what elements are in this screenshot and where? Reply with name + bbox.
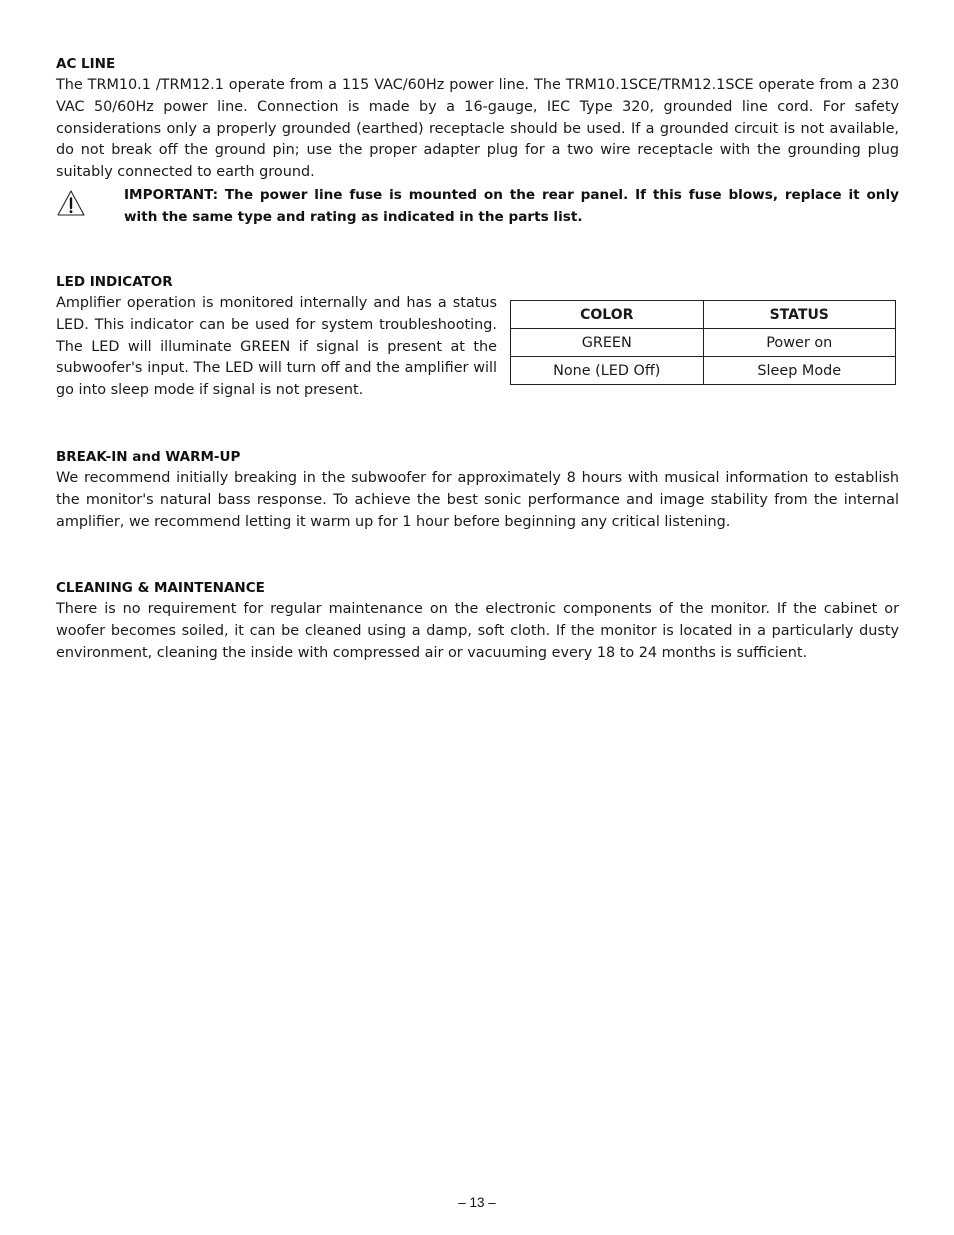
- break-in-section: [56, 446, 899, 533]
- color-cell: None (LED Off): [511, 357, 704, 385]
- cleaning-body: There is no requirement for regular maintenance on the electronic components of the monitor. If the cabinet or woofer becomes soiled, it can be cleaned using a damp, soft cloth. If the monitor is located in a particularly dusty environment, cleaning the inside with compressed air or vacuuming every 18 to 24 months is sufficient.: [56, 601, 899, 661]
- color-column-header: COLOR: [511, 301, 704, 329]
- cleaning-heading: CLEANING & MAINTENANCE: [56, 580, 265, 596]
- status-cell: Power on: [703, 329, 896, 357]
- ac-line-body: The TRM10.1 /TRM12.1 operate from a 115 VAC/60Hz power line. The TRM10.1SCE/TRM12.1SCE operate from a 230 VAC 50/60Hz power line. Connection is made by a 16-gauge, IEC Type 320, grounded line cord. For safety considerations only a properly grounded (earthed) receptacle should be used. If a grounded circuit is not available, do not break off the ground pin; use the proper adapter plug for a two wire receptacle with the grounding plug suitably connected to earth ground.: [56, 77, 899, 181]
- ac-line-heading: AC LINE: [56, 56, 116, 72]
- led-indicator-section: [56, 271, 497, 402]
- table-row: [511, 357, 896, 385]
- page-number: – 13 –: [458, 1195, 496, 1210]
- cleaning-section: [56, 577, 899, 664]
- break-in-heading: BREAK-IN and WARM-UP: [56, 449, 241, 465]
- table-header-row: [511, 301, 896, 329]
- led-indicator-body: Amplifier operation is monitored internally and has a status LED. This indicator can be used for system troubleshooting. The LED will illuminate GREEN if signal is present at the subwoofer's input. The LED will turn off and the amplifier will go into sleep mode if signal is not present.: [56, 295, 497, 399]
- table-row: [511, 329, 896, 357]
- status-cell: Sleep Mode: [703, 357, 896, 385]
- warning-triangle-icon: [56, 188, 86, 218]
- break-in-body: We recommend initially breaking in the subwoofer for approximately 8 hours with musical information to establish the monitor's natural bass response. To achieve the best sonic performance and image stability from the internal amplifier, we recommend letting it warm up for 1 hour before beginning any critical listening.: [56, 470, 899, 530]
- led-indicator-heading: LED INDICATOR: [56, 274, 173, 290]
- led-status-table: [510, 300, 896, 385]
- ac-line-section: [56, 53, 899, 184]
- color-cell: GREEN: [511, 329, 704, 357]
- important-text: IMPORTANT: The power line fuse is mounted on the rear panel. If this fuse blows, replace it only with the same type and rating as indicated in the parts list.: [124, 187, 899, 225]
- status-column-header: STATUS: [703, 301, 896, 329]
